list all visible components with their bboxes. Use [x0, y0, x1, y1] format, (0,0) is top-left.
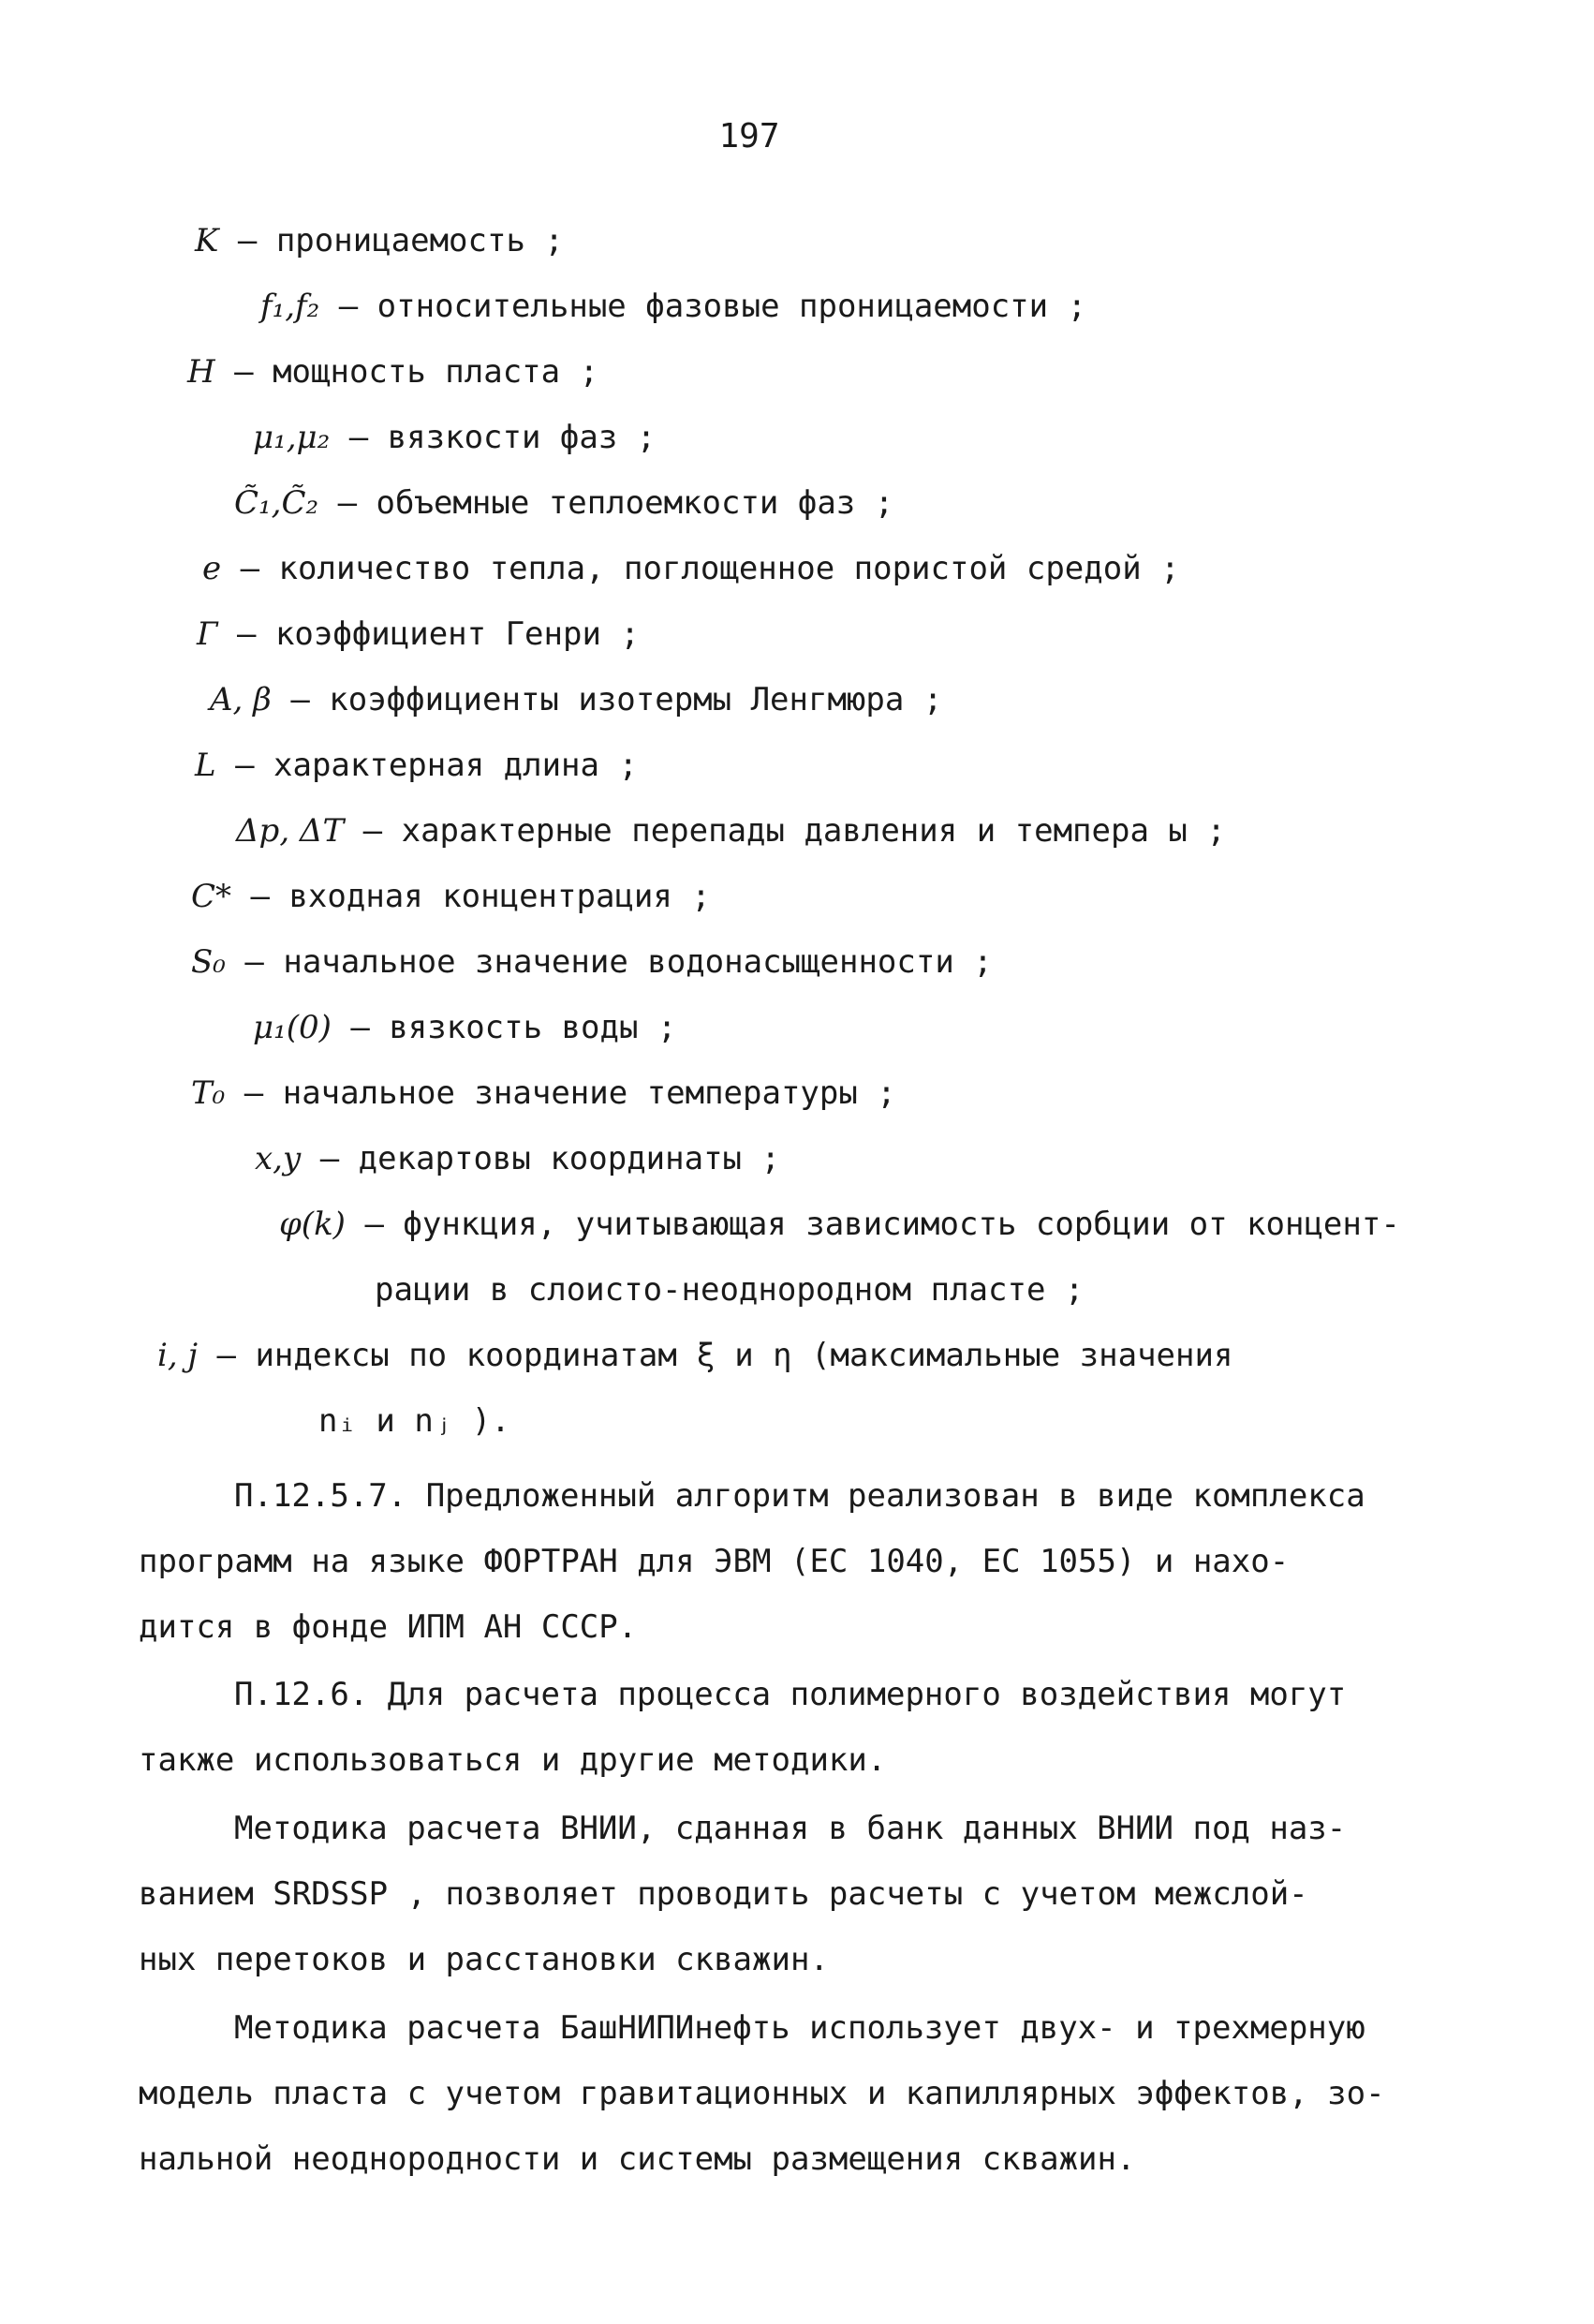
notation-text: – характерные перепады давления и темпера ы ;: [362, 812, 1226, 850]
notation-symbol: i, j: [157, 1337, 199, 1374]
notation-item: [253, 1009, 677, 1046]
notation-symbol: x,y: [255, 1140, 302, 1177]
notation-item: [191, 878, 711, 915]
paragraph-line: ных перетоков и расстановки скважин.: [139, 1941, 829, 1978]
notation-text: – мощность пласта ;: [234, 353, 599, 391]
paragraph-line: модель пласта с учетом гравитационных и капиллярных эффектов, зо-: [139, 2075, 1385, 2112]
notation-text: – функция, учитывающая зависимость сорбции от концент-: [364, 1206, 1400, 1243]
notation-item: [195, 222, 564, 259]
notation-item: [187, 353, 599, 391]
notation-item: [191, 943, 993, 981]
paragraph-line: программ на языке ФОРТРАН для ЭВМ (ЕС 1040, ЕС 1055) и нахо-: [139, 1543, 1290, 1580]
notation-symbol: Δp, ΔT: [236, 812, 345, 850]
notation-item: [157, 1337, 1233, 1374]
notation-item: [255, 1140, 780, 1177]
notation-text: – индексы по координатам ξ и η (максимальные значения: [216, 1337, 1233, 1374]
notation-item: [253, 419, 657, 456]
notation-text: – декартовы координаты ;: [319, 1140, 780, 1177]
notation-symbol: S₀: [191, 943, 226, 981]
notation-text: – объемные теплоемкости фаз ;: [337, 484, 894, 522]
notation-text: – коэффициенты изотермы Ленгмюра ;: [290, 681, 943, 718]
notation-text: рации в слоисто-неоднородном пласте ;: [375, 1271, 1085, 1309]
notation-item-continuation: [375, 1271, 1085, 1309]
notation-text: – вязкость воды ;: [350, 1009, 677, 1046]
notation-symbol: f₁,f₂: [260, 288, 320, 325]
page-number: 197: [718, 117, 780, 155]
notation-symbol: Г: [197, 615, 218, 653]
notation-item: [234, 484, 894, 522]
notation-item: [210, 681, 943, 718]
notation-item-continuation: [318, 1402, 510, 1440]
paragraph-line: П.12.5.7. Предложенный алгоритм реализован в виде комплекса: [234, 1477, 1365, 1515]
notation-item: [260, 288, 1087, 325]
notation-symbol: K: [195, 222, 219, 259]
notation-text: nᵢ и nⱼ ).: [318, 1402, 510, 1440]
notation-symbol: T₀: [191, 1074, 226, 1112]
notation-symbol: C̃₁,C̃₂: [234, 484, 319, 522]
notation-item: [279, 1206, 1400, 1243]
notation-text: – начальное значение водонасыщенности ;: [244, 943, 993, 981]
notation-text: – входная концентрация ;: [250, 878, 711, 915]
notation-text: – относительные фазовые проницаемости ;: [338, 288, 1087, 325]
notation-symbol: e: [202, 550, 222, 587]
paragraph-line: также использоваться и другие методики.: [139, 1741, 887, 1779]
paragraph-line: Методика расчета БашНИПИнефть использует двух- и трехмерную: [234, 2009, 1365, 2047]
paragraph-line: Методика расчета ВНИИ, сданная в банк данных ВНИИ под наз-: [234, 1810, 1347, 1847]
notation-item: [191, 1074, 896, 1112]
notation-text: – вязкости фаз ;: [348, 419, 657, 456]
paragraph-line: дится в фонде ИПМ АН СССР.: [139, 1608, 638, 1646]
notation-symbol: H: [187, 353, 215, 391]
notation-text: – количество тепла, поглощенное пористой средой ;: [240, 550, 1180, 587]
notation-symbol: C*: [191, 878, 232, 915]
paragraph-line: П.12.6. Для расчета процесса полимерного воздействия могут: [234, 1676, 1347, 1713]
notation-symbol: μ₁,μ₂: [253, 419, 331, 456]
paragraph-line: ванием SRDSSP , позволяет проводить расчеты с учетом межслой-: [139, 1875, 1308, 1913]
notation-symbol: L: [195, 747, 216, 784]
notation-text: – коэффициент Генри ;: [237, 615, 640, 653]
notation-text: – начальное значение температуры ;: [244, 1074, 896, 1112]
notation-item: [195, 747, 638, 784]
notation-item: [236, 812, 1226, 850]
notation-item: [202, 550, 1180, 587]
notation-text: – проницаемость ;: [237, 222, 564, 259]
notation-symbol: A, β: [210, 681, 272, 718]
notation-item: [197, 615, 640, 653]
notation-symbol: φ(k): [279, 1206, 346, 1243]
paragraph-line: нальной неоднородности и системы размещения скважин.: [139, 2140, 1136, 2178]
notation-symbol: μ₁(0): [253, 1009, 332, 1046]
notation-text: – характерная длина ;: [235, 747, 638, 784]
